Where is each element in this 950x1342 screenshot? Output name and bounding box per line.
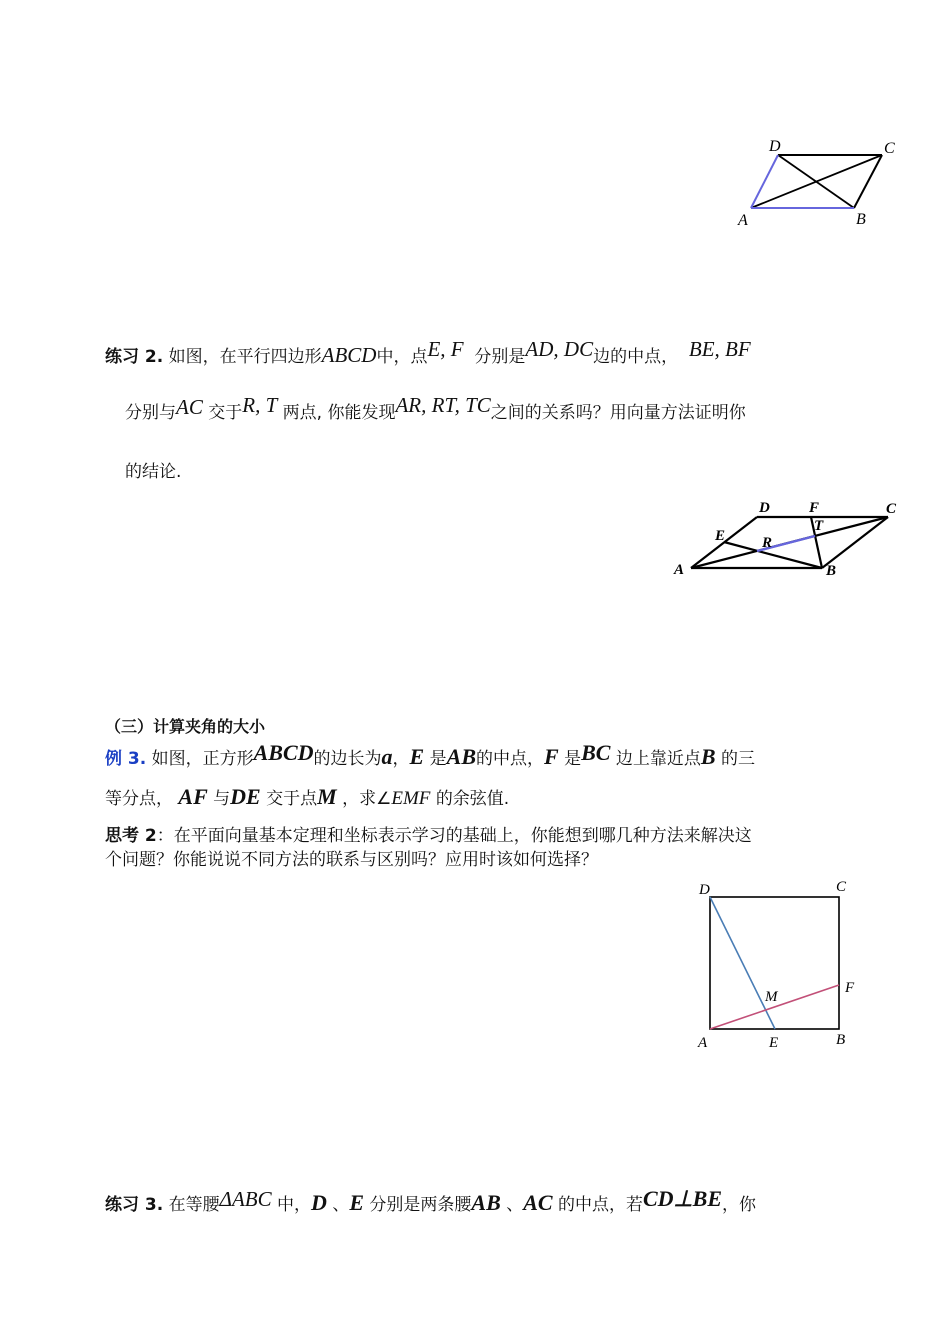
math-rt: R, T: [242, 393, 278, 417]
math-f: F: [544, 744, 559, 769]
math-d: D: [311, 1190, 327, 1215]
math-ab3: AB: [446, 744, 476, 769]
exercise2-line3: 的结论.: [125, 462, 182, 482]
label-d2: D: [759, 500, 770, 516]
think2-label: 思考 2: [105, 826, 157, 846]
label-m3: M: [765, 989, 778, 1005]
math-a: a: [381, 744, 393, 769]
math-ac4: AC: [523, 1190, 553, 1215]
math-ad-dc: AD, DC: [525, 337, 594, 361]
exercise2-label: 练习 2.: [105, 347, 164, 367]
label-b3: B: [836, 1032, 846, 1048]
math-b3: B: [700, 744, 716, 769]
exercise2-line1: 练习 2. 如图，在平行四边形ABCD中，点E, F 分别是AD, DC边的中点， BE, BF: [105, 337, 751, 367]
label-f3: F: [845, 980, 855, 996]
figure-parallelogram-1: [730, 130, 910, 230]
label-t2: T: [814, 518, 824, 534]
edge-cb: [854, 155, 882, 208]
math-m: M: [317, 784, 337, 809]
label-a2: A: [674, 562, 685, 578]
label-r2: R: [762, 535, 773, 551]
segment-de: [710, 897, 775, 1029]
square-abcd: [710, 897, 839, 1029]
math-de: DE: [230, 784, 261, 809]
edge-ad: [751, 155, 778, 208]
math-e4: E: [349, 1190, 365, 1215]
example3-label: 例 3.: [105, 749, 147, 769]
label-a: A: [738, 212, 748, 229]
label-c: C: [884, 140, 895, 157]
label-e2: E: [715, 528, 726, 544]
label-d: D: [769, 138, 781, 155]
section3-title: （三）计算夹角的大小: [105, 717, 266, 736]
math-ac: AC: [176, 395, 203, 419]
example3-line2: 等分点， AF 与DE 交于点M ，求∠EMF 的余弦值.: [105, 784, 510, 809]
math-e: E: [409, 744, 425, 769]
math-bc3: BC: [581, 740, 611, 765]
example3-line1: 例 3. 如图，正方形ABCD的边长为a，E 是AB的中点，F 是BC 边上靠近点B 的三: [105, 740, 755, 769]
label-b2: B: [826, 563, 837, 579]
label-c2: C: [886, 501, 897, 517]
math-abcd: ABCD: [321, 343, 377, 367]
exercise3-line1: 练习 3. 在等腰ΔABC 中，D 、E 分别是两条腰AB 、AC 的中点，若CD⊥BE，你: [105, 1186, 757, 1215]
figure-parallelogram-2: [665, 490, 915, 585]
think2-line2: 个问题？你能说说不同方法的联系与区别吗？应用时该如何选择？: [105, 850, 598, 870]
math-ar-rt-tc: AR, RT, TC: [395, 393, 491, 417]
math-cd-perp-be: CD⊥BE: [642, 1186, 723, 1211]
label-b: B: [856, 211, 866, 228]
label-c3: C: [836, 879, 847, 895]
exercise2-line2: 分别与AC 交于R, T 两点, 你能发现AR, RT, TC之间的关系吗？用向量方法证明你: [125, 393, 746, 423]
math-emf: EMF: [391, 788, 431, 809]
math-ef: E, F: [427, 337, 464, 361]
math-be-bf: BE, BF: [688, 337, 751, 361]
math-abcd3: ABCD: [253, 740, 314, 765]
exercise3-label: 练习 3.: [105, 1195, 164, 1215]
math-triangle-abc: ΔABC: [219, 1187, 272, 1211]
math-af: AF: [178, 784, 208, 809]
label-a3: A: [698, 1035, 708, 1051]
label-f2: F: [809, 500, 820, 516]
math-ab4: AB: [471, 1190, 501, 1215]
figure-square: [690, 875, 865, 1055]
label-e3: E: [769, 1035, 779, 1051]
label-d3: D: [699, 882, 710, 898]
think2-line1: 思考 2：在平面向量基本定理和坐标表示学习的基础上，你能想到哪几种方法来解决这: [105, 826, 752, 846]
diag-db: [778, 155, 854, 208]
